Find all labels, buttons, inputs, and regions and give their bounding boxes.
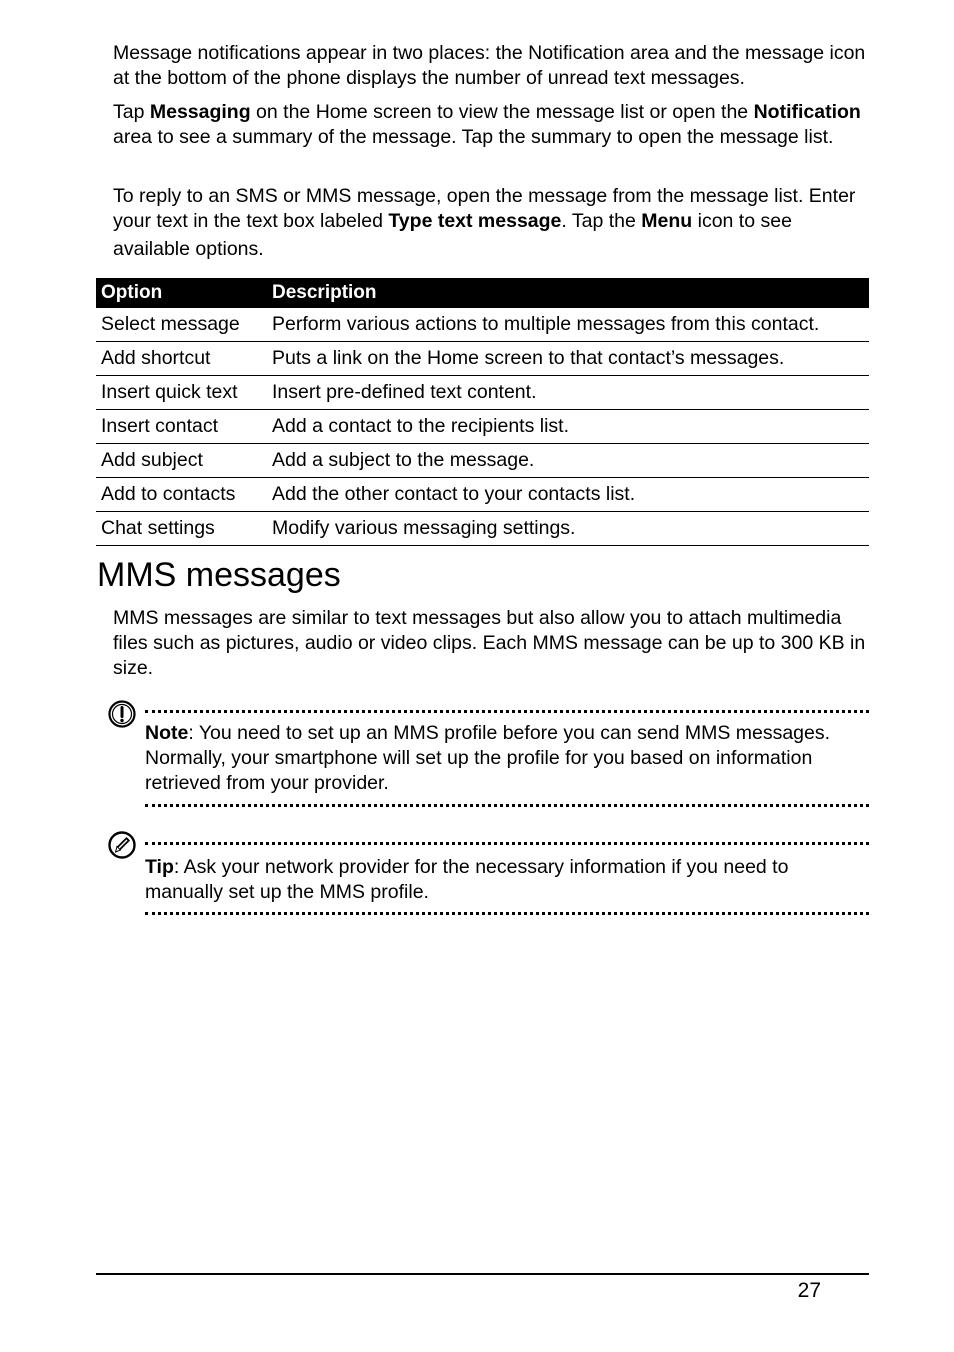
tip-label: Tip (145, 856, 174, 878)
mms-paragraph: MMS messages are similar to text messages but also allow you to attach multimedia files such as pictures, audio or video clips. Each MMS message can be up to 300 KB in size. (113, 607, 866, 679)
description-cell: Puts a link on the Home screen to that contact’s messages. (267, 342, 869, 376)
table-row (96, 308, 869, 342)
dotted-divider (145, 912, 869, 915)
option-cell: Insert contact (96, 410, 267, 444)
text-run: Tap (113, 101, 150, 123)
bold-term-type-text-message: Type text message (388, 210, 562, 232)
column-header-description: Description (267, 278, 869, 308)
exclamation-circle-icon (107, 699, 137, 729)
text-run: . Tap the (561, 210, 642, 232)
dotted-divider (145, 842, 869, 845)
option-cell: Add subject (96, 444, 267, 478)
table-header-row (96, 278, 869, 308)
bold-term-messaging: Messaging (149, 101, 251, 123)
option-cell: Select message (96, 308, 267, 342)
table-row (96, 410, 869, 444)
text-run: To reply to an SMS or MMS message, open the message from the message list. Enter your text in the text box labeled (113, 185, 856, 232)
pen-circle-icon (107, 830, 137, 860)
option-cell: Add to contacts (96, 478, 267, 512)
tip-callout (97, 830, 869, 918)
text-run: : You need to set up an MMS profile before you can send MMS messages. Normally, your smartphone will set up the profile for you based on information retrieved from your provider. (145, 722, 831, 794)
description-cell: Add a subject to the message. (267, 444, 869, 478)
text-run: available options. (113, 238, 264, 260)
option-cell: Chat settings (96, 512, 267, 546)
intro-paragraph-1: Message notifications appear in two places: the Notification area and the message icon at the bottom of the phone displays the number of unread text messages. (113, 42, 866, 89)
table-row (96, 342, 869, 376)
table-row (96, 478, 869, 512)
text-run: on the Home screen to view the message list or open the (250, 101, 754, 123)
table-row (96, 512, 869, 546)
dotted-divider (145, 804, 869, 807)
table-row (96, 376, 869, 410)
option-cell: Insert quick text (96, 376, 267, 410)
note-callout (97, 698, 869, 810)
footer-rule (96, 1273, 869, 1275)
dotted-divider (145, 710, 869, 713)
options-table (96, 278, 869, 546)
description-cell: Modify various messaging settings. (267, 512, 869, 546)
table-row (96, 444, 869, 478)
option-cell: Add shortcut (96, 342, 267, 376)
tip-text (145, 855, 869, 905)
intro-paragraph-2 (113, 100, 873, 150)
intro-paragraph-3 (113, 184, 873, 262)
column-header-option: Option (96, 278, 267, 308)
bold-term-menu: Menu (641, 210, 693, 232)
note-text (145, 721, 869, 796)
description-cell: Add the other contact to your contacts list. (267, 478, 869, 512)
page-number: 27 (797, 1279, 821, 1302)
description-cell: Add a contact to the recipients list. (267, 410, 869, 444)
description-cell: Perform various actions to multiple messages from this contact. (267, 308, 869, 342)
text-run: : Ask your network provider for the necessary information if you need to manually set up the MMS profile. (145, 856, 789, 903)
text-run: area to see a summary of the message. Tap the summary to open the message list. (113, 126, 834, 148)
section-heading-mms: MMS messages (97, 556, 341, 594)
description-cell: Insert pre-defined text content. (267, 376, 869, 410)
note-label: Note (145, 722, 189, 744)
bold-term-notification: Notification (753, 101, 861, 123)
text-run: icon to see (692, 210, 792, 232)
